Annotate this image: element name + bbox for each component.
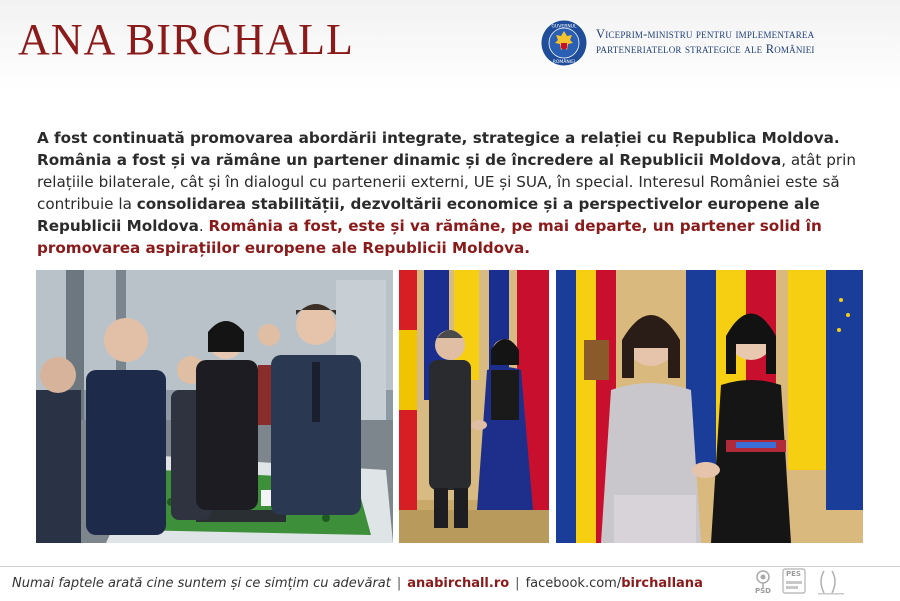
socialist-international-logo-icon [812, 568, 852, 596]
brand-name: ANA BIRCHALL [18, 15, 354, 64]
article-sentence-1: A fost continuată promovarea abordării integrate, strategice a relației cu Republica Moldova. [37, 129, 840, 147]
government-role-title [596, 27, 896, 57]
article-sentence-4: consolidarea stabilității, dezvoltării economice și a perspectivelor europene ale Republicii Moldova [37, 195, 820, 235]
article-sentence-3: , atât prin relațiile bilaterale, cât și în dialogul cu partenerii externi, UE și SUA, în special. Interesul României este să contribuie la [37, 151, 856, 213]
pes-logo-icon [782, 568, 806, 596]
footer-tagline: Numai faptele arată cine suntem și ce simțim cu adevărat [12, 576, 391, 591]
psd-logo-text: PSD [755, 587, 771, 595]
role-line-2: parteneriatelor strategice ale României [596, 42, 815, 56]
footer-divider [0, 566, 900, 567]
article-sentence-5: . [198, 217, 209, 235]
seal-bottom-text: ROMÂNIEI [552, 60, 576, 65]
psd-rose-logo-icon [750, 568, 776, 596]
footer-separator-1: | [396, 576, 402, 591]
pes-logo-text: PES [786, 570, 801, 578]
facebook-link[interactable] [526, 576, 703, 591]
party-logos [750, 568, 860, 596]
photo-handshake-women [556, 270, 863, 543]
photo-handshake-flags [399, 270, 549, 543]
footer [12, 576, 752, 591]
romanian-government-seal-icon [541, 20, 587, 66]
article-highlight: România a fost, este și va rămâne, pe mai departe, un partener solid în promovarea aspirațiilor europene ale Republicii Moldova. [37, 217, 822, 257]
facebook-prefix: facebook.com/ [525, 576, 622, 591]
facebook-handle: birchallana [621, 576, 703, 591]
article-text [37, 127, 867, 259]
website-link[interactable]: anabirchall.ro [407, 576, 510, 591]
seal-top-text: GUVERNUL [551, 24, 577, 30]
photo-delegation-model [36, 270, 393, 543]
role-line-1: Viceprim-ministru pentru implementarea [596, 27, 815, 41]
article-sentence-2: România a fost și va rămâne un partener dinamic și de încredere al Republicii Moldova [37, 151, 782, 169]
footer-separator-2: | [515, 576, 520, 591]
